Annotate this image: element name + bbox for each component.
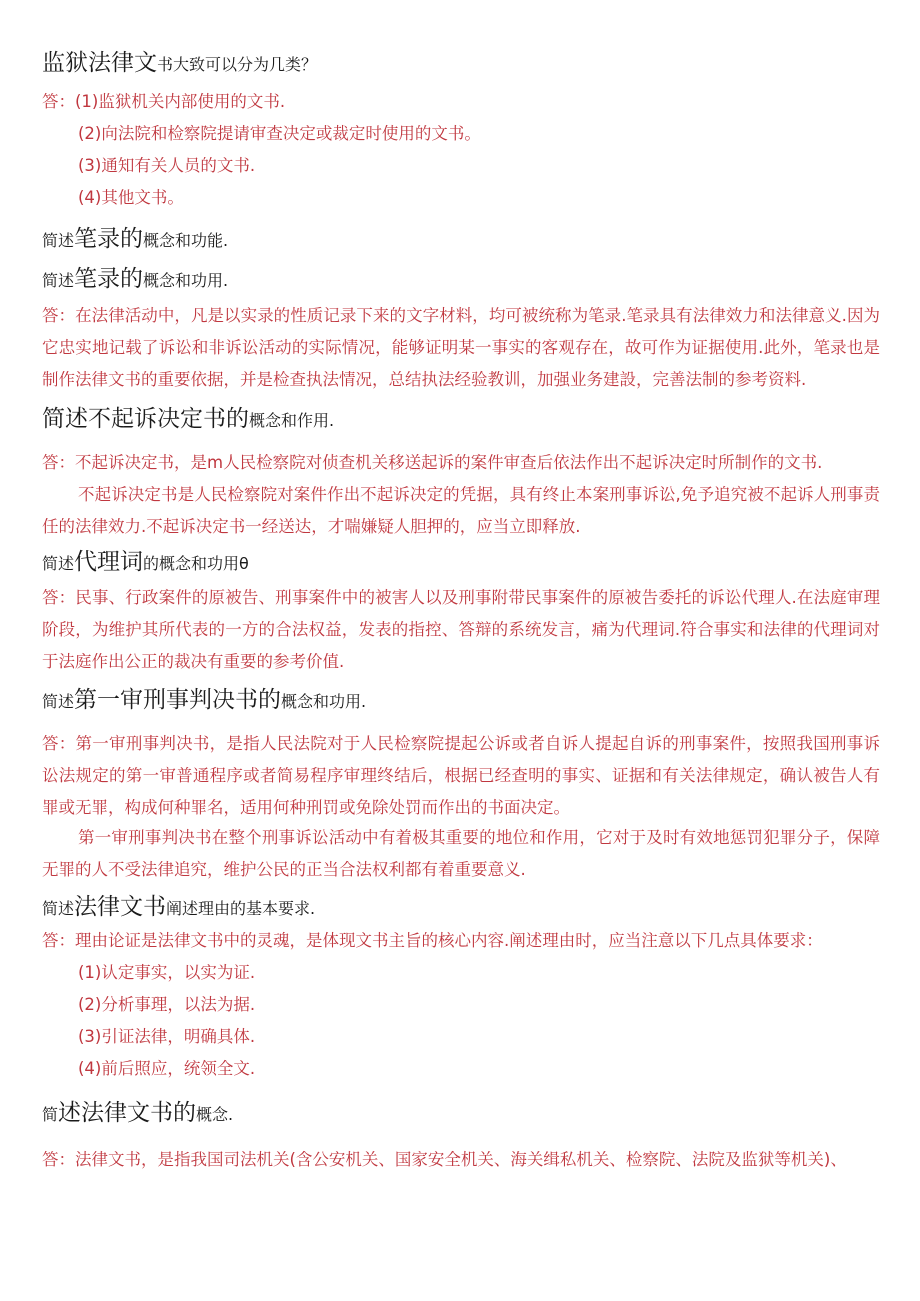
question-heading: 简述代理词的概念和功用θ (42, 549, 249, 575)
question-heading: 简述第一审刑事判决书的概念和功用. (42, 687, 367, 713)
answer-paragraph: 答：在法律活动中，凡是以实录的性质记录下来的文字材料，均可被统称为笔录.笔录具有法律效力和法律意义.因为它忠实地记载了诉讼和非诉讼活动的实际情况，能够证明某一事实的客观存在，故可作为证据使用.此外，笔录也是制作法律文书的重要依据，并是检查执法情况，总结执法经验教训，加强业务建設，完善法制的参考资料. (42, 306, 880, 389)
question-heading: 简述笔录的概念和功用. (42, 266, 229, 292)
answer-list-item: (4)前后照应，统领全文. (78, 1059, 256, 1078)
question-heading: 简述不起诉决定书的概念和作用. (42, 406, 335, 432)
question-heading: 监狱法律文书大致可以分为几类？ (42, 50, 318, 76)
answer-paragraph: 答：理由论证是法律文书中的灵魂，是体现文书主旨的核心内容.阐述理由时，应当注意以下几点具体要求： (42, 931, 823, 950)
answer-paragraph: 不起诉决定书是人民检察院对案件作出不起诉决定的凭据，具有终止本案刑事诉讼,免予追究被不起诉人刑事责任的法律效力.不起诉决定书一经送达，才喘嫌疑人胆押的，应当立即释放. (42, 485, 880, 536)
answer-paragraph: 答：第一审刑事判决书，是指人民法院对于人民检察院提起公诉或者自诉人提起自诉的刑事案件，按照我国刑事诉讼法规定的第一审普通程序或者简易程序审理终结后，根据已经查明的事实、证据和有关法律规定，确认被告人有罪或无罪，构成何种罪名，适用何种刑罚或免除处罚而作出的书面决定。 (42, 734, 880, 817)
answer-paragraph: 答：民事、行政案件的原被告、刑事案件中的被害人以及刑事附带民事案件的原被告委托的诉讼代理人.在法庭审理阶段，为维护其所代表的一方的合法权益，发表的指控、答辩的系统发言，痛为代理词.符合事实和法律的代理词对于法庭作出公正的裁决有重要的参考价值. (42, 588, 880, 671)
answer-list-item: (2)分析事理，以法为据. (78, 995, 256, 1014)
question-heading: 简述法律文书的概念. (42, 1100, 234, 1126)
answer-paragraph: 答：不起诉决定书，是m人民检察院对侦查机关移送起诉的案件审查后依法作出不起诉决定时所制作的文书. (42, 453, 823, 472)
answer-list-item: (4)其他文书。 (78, 188, 184, 207)
answer-list-item: (1)认定事实，以实为证. (78, 963, 256, 982)
answer-list-item: (2)向法院和检察院提请审查决定或裁定时使用的文书。 (78, 124, 481, 143)
answer-list-item: (3)引证法律，明确具体. (78, 1027, 256, 1046)
answer-line: 答：(1)监狱机关内部使用的文书. (42, 92, 286, 111)
answer-list-item: (3)通知有关人员的文书. (78, 156, 256, 175)
question-heading: 简述法律文书阐述理由的基本要求. (42, 894, 316, 920)
question-heading: 简述笔录的概念和功能. (42, 226, 229, 252)
answer-paragraph: 答：法律文书，是指我国司法机关(含公安机关、国家安全机关、海关缉私机关、检察院、法院及监狱等机关)、 (42, 1150, 847, 1169)
answer-paragraph: 第一审刑事判决书在整个刑事诉讼活动中有着极其重要的地位和作用，它对于及时有效地惩罚犯罪分子，保障无罪的人不受法律追究，维护公民的正当合法权利都有着重要意义. (42, 828, 880, 879)
